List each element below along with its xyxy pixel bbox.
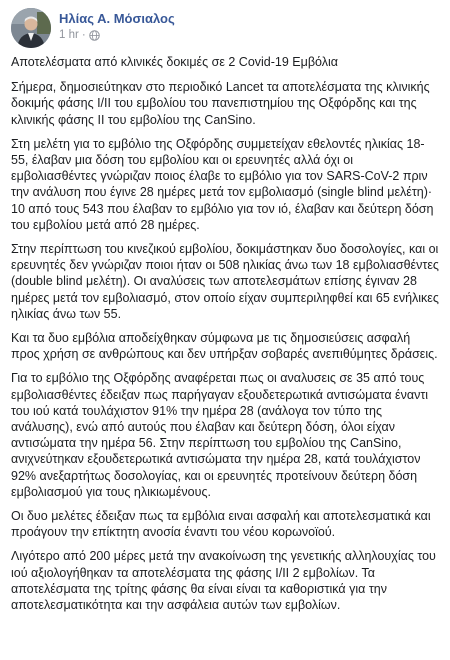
- separator-dot: ·: [81, 29, 86, 41]
- post-paragraph: Για το εμβόλιο της Οξφόρδης αναφέρεται πως οι αναλυσεις σε 35 από τους εμβολιασθέντες έδειξαν πως παρήγαγαν εξουδετερωτικά αντισώματα έναντι του ιού κατά τουλάχιστον 91% την ημέρα 28 (ανάλογα τον τύπο της ανάλυσης), ενώ από αυτούς που έλαβαν και δεύτερη δόση, όλοι είχαν αντισώματα την ημέρα 56. Στην περίπτωση του εμβολίου της CanSino, ανιχνεύτηκαν εξουδετερωτικά αντισώματα την ημέρα 28, κατά τουλάχιστον 92% ανεξαρτήτως δοσολογίας, και οι ερευνητές προτείνουν δεύτερη δόση εμβολιασμού για τους ηλικιωμένους.: [11, 371, 429, 499]
- post-meta: [59, 10, 175, 42]
- post-header: [11, 8, 440, 54]
- post-paragraph: Οι δυο μελέτες έδειξαν πως τα εμβόλια ειναι ασφαλή και αποτελεσματικά και προάγουν την επίκτητη ανοσία έναντι του νέου κορωνοϊού.: [11, 509, 431, 540]
- author-name[interactable]: Ηλίας Α. Μόσιαλος: [59, 11, 175, 26]
- post-paragraph: Στη μελέτη για το εμβόλιο της Οξφόρδης συμμετείχαν εθελοντές ηλικίας 18-55, έλαβαν μια δόση του εμβολίου και οι ερευνητές αλλά όχι οι εμβολιασθέντες γνώριζαν ποιος έλαβε το εμβόλιο για τον SARS-CoV-2 πριν την ανάλυση που έγινε 28 ημέρες μετά τον εμβολιασμό (single blind μελέτη)· 10 από τους 543 που έλαβαν το εμβόλιο για τον ιό, έλαβαν και δεύτερη δόση του εμβολίου μετά από 28 ημέρες.: [11, 136, 434, 232]
- post-paragraph: Και τα δυο εμβόλια αποδείχθηκαν σύμφωνα με τις δημοσιεύσεις ασφαλή προς χρήση σε ανθρώπους και δεν υπήρξαν σοβαρές ανεπιθύμητες δράσεις.: [11, 331, 438, 362]
- post-subline: [59, 28, 175, 42]
- avatar[interactable]: [11, 8, 51, 48]
- post-paragraph: Στην περίπτωση του κινεζικού εμβολίου, δοκιμάστηκαν δυο δοσολογίες, και οι ερευνητές δεν γνώριζαν ποιοι ήταν οι 508 ηλικίας άνω των 18 εμβολιασθέντες (double blind μελέτη). Οι αναλύσεις των αποτελεσμάτων επίσης έγιναν 28 ημέρες μετά τον εμβολιασμό, στον οποίο είχαν συμπεριληφθεί και 65 ενήλικες ηλικίας άνω των 55.: [11, 242, 439, 321]
- post-body: [11, 54, 440, 613]
- globe-icon[interactable]: [89, 30, 100, 41]
- post-timestamp[interactable]: 1 hr: [59, 29, 79, 41]
- post-title-paragraph: Αποτελέσματα από κλινικές δοκιμές σε 2 Covid-19 Εμβόλια: [11, 55, 338, 69]
- post-paragraph: Σήμερα, δημοσιεύτηκαν στο περιοδικό Lancet τα αποτελέσματα της κλινικής δοκιμής φάσης I/II του εμβολίου του πανεπιστημίου της Οξφόρδης και της κλινικής φάσης II του εμβολίου της CanSino.: [11, 80, 430, 127]
- avatar-photo-icon: [11, 8, 51, 48]
- post-paragraph: Λιγότερο από 200 μέρες μετά την ανακοίνωση της γενετικής αλληλουχίας του ιού αξιολογήθηκαν τα αποτελέσματα της φάσης I/II 2 εμβολίων. Τα αποτελέσματα της τρίτης φάσης θα είναι είναι τα καθοριστικά για την αποτελεσματικότητα και την ασφάλεια αυτών των εμβολίων.: [11, 549, 436, 613]
